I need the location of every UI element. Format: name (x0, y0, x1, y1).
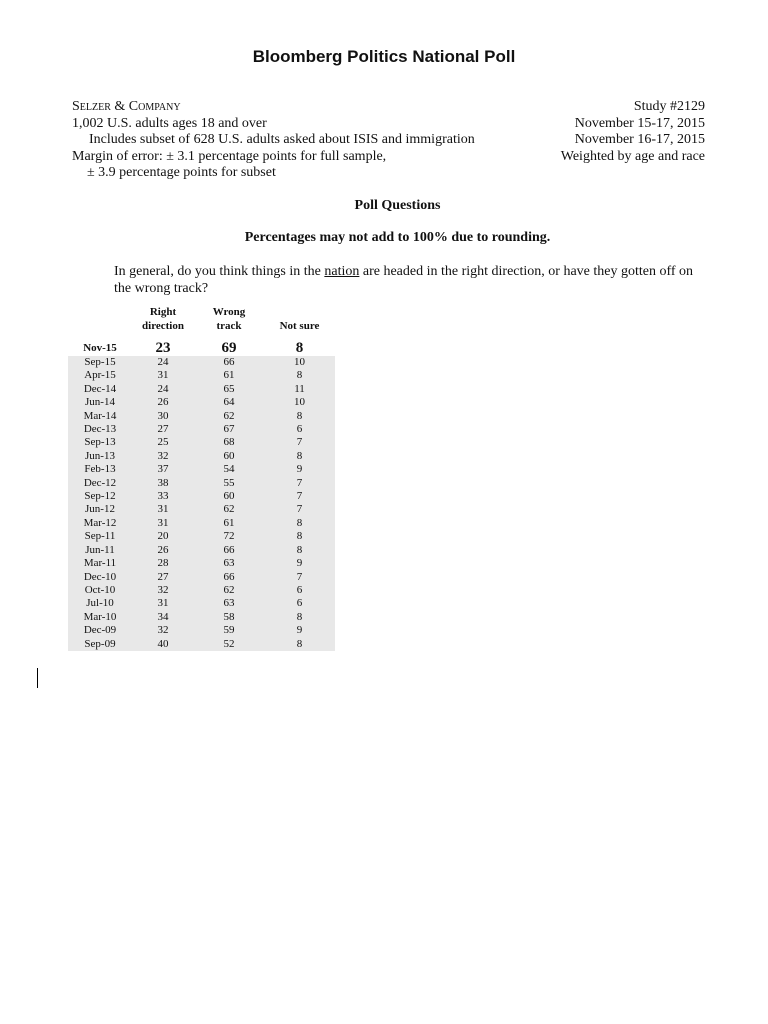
row-date: Mar-11 (83, 557, 117, 570)
wrong-track-value: 62 (223, 503, 235, 516)
column-header-right-direction (132, 305, 194, 333)
not-sure-value: 8 (296, 530, 303, 543)
table-row (68, 503, 335, 516)
table-row (68, 341, 335, 356)
wrong-track-value: 69 (221, 340, 237, 356)
not-sure-value: 8 (296, 369, 303, 382)
right-direction-value: 27 (157, 570, 169, 583)
not-sure-value: 6 (296, 597, 303, 610)
not-sure-value: 11 (294, 382, 305, 395)
row-date: Sep-12 (84, 490, 116, 503)
row-date: Sep-11 (84, 530, 116, 543)
wrong-track-value: 59 (223, 624, 235, 637)
not-sure-value: 9 (296, 463, 303, 476)
row-date: Jun-11 (85, 543, 115, 556)
wrong-track-value: 62 (223, 409, 235, 422)
section-title: Poll Questions (354, 198, 441, 213)
header-left (72, 99, 475, 182)
wrong-track-value: 54 (223, 463, 235, 476)
table-row (68, 490, 335, 503)
table-row (68, 530, 335, 543)
table-row (68, 450, 335, 463)
not-sure-value: 7 (296, 476, 303, 489)
table-row (68, 571, 335, 584)
not-sure-value: 10 (294, 396, 305, 409)
row-date: Oct-10 (84, 583, 116, 596)
table-row (68, 423, 335, 436)
subset-description: Includes subset of 628 U.S. adults asked about ISIS and immigration (89, 132, 475, 147)
row-date: Mar-10 (83, 610, 117, 623)
wrong-track-value: 66 (223, 356, 235, 368)
right-direction-value: 37 (157, 463, 169, 476)
poll-title: Bloomberg Politics National Poll (252, 47, 516, 66)
not-sure-value: 8 (296, 516, 303, 529)
not-sure-value: 7 (296, 503, 303, 516)
text-cursor (37, 668, 38, 688)
pollster-name: Selzer & Company (72, 99, 181, 114)
table-row (68, 638, 335, 651)
not-sure-value: 7 (296, 490, 303, 503)
table-row (68, 410, 335, 423)
table-row (68, 624, 335, 637)
wrong-track-value: 66 (223, 543, 235, 556)
wrong-track-value: 61 (223, 516, 235, 529)
poll-table (68, 341, 335, 651)
wrong-track-value: 60 (223, 449, 235, 462)
row-date: Sep-09 (84, 637, 116, 650)
not-sure-value: 8 (296, 449, 303, 462)
wrong-track-value: 66 (223, 570, 235, 583)
right-direction-value: 34 (157, 610, 169, 623)
row-date: Dec-12 (83, 476, 117, 489)
table-row (68, 356, 335, 369)
column-header-line: track (216, 320, 242, 332)
wrong-track-value: 61 (223, 369, 235, 382)
question-underlined-word: nation (324, 264, 360, 279)
row-date: Mar-12 (83, 516, 117, 529)
row-date: Nov-15 (83, 342, 117, 354)
not-sure-value: 8 (295, 340, 304, 356)
row-date: Sep-13 (84, 436, 116, 449)
right-direction-value: 30 (157, 409, 169, 422)
row-date: Dec-14 (83, 382, 117, 395)
wrong-track-value: 65 (223, 382, 235, 395)
question-text-before: In general, do you think things in the (114, 264, 325, 279)
table-row (68, 463, 335, 476)
right-direction-value: 40 (157, 637, 169, 650)
field-dates-subset: November 16-17, 2015 (574, 132, 705, 147)
study-number: Study #2129 (633, 99, 705, 114)
right-direction-value: 31 (157, 503, 169, 516)
row-date: Dec-10 (83, 570, 117, 583)
row-date: Dec-09 (83, 624, 117, 637)
table-row (68, 436, 335, 449)
row-date: Dec-13 (83, 423, 117, 436)
not-sure-value: 6 (296, 583, 303, 596)
wrong-track-value: 58 (223, 610, 235, 623)
table-row (68, 584, 335, 597)
not-sure-value: 8 (296, 610, 303, 623)
table-row (68, 369, 335, 382)
row-date: Mar-14 (83, 409, 117, 422)
not-sure-value: 9 (296, 624, 303, 637)
not-sure-value: 8 (296, 543, 303, 556)
wrong-track-value: 63 (223, 597, 235, 610)
wrong-track-value: 63 (223, 557, 235, 570)
right-direction-value: 24 (157, 356, 169, 368)
not-sure-value: 8 (296, 409, 303, 422)
right-direction-value: 31 (157, 597, 169, 610)
not-sure-value: 7 (296, 570, 303, 583)
right-direction-value: 32 (157, 583, 169, 596)
not-sure-value: 8 (296, 637, 303, 650)
not-sure-value: 10 (294, 356, 305, 368)
sample-description: 1,002 U.S. adults ages 18 and over (72, 115, 267, 131)
column-header-line: direction (142, 320, 184, 332)
table-row (68, 517, 335, 530)
not-sure-value: 9 (296, 557, 303, 570)
header-right (561, 99, 705, 165)
table-row (68, 597, 335, 610)
right-direction-value: 31 (157, 369, 169, 382)
right-direction-value: 26 (157, 396, 169, 409)
table-row (68, 544, 335, 557)
question-text-after: are headed in the right direction, or have they gotten off on the wrong track? (114, 264, 694, 296)
wrong-track-value: 55 (223, 476, 235, 489)
row-date: Jul-10 (86, 597, 114, 610)
right-direction-value: 24 (157, 382, 169, 395)
right-direction-value: 27 (157, 423, 169, 436)
row-date: Feb-13 (84, 463, 116, 476)
row-date: Jun-13 (85, 449, 115, 462)
margin-of-error-full: Margin of error: ± 3.1 percentage points for full sample, (72, 148, 387, 164)
column-header-line: Right (149, 306, 177, 318)
right-direction-value: 25 (157, 436, 169, 449)
table-row (68, 396, 335, 409)
right-direction-value: 33 (157, 490, 169, 503)
wrong-track-value: 60 (223, 490, 235, 503)
column-header-not-sure: Not sure (279, 320, 320, 332)
table-row (68, 557, 335, 570)
right-direction-value: 26 (157, 543, 169, 556)
right-direction-value: 28 (157, 557, 169, 570)
column-header-line: Wrong (212, 306, 246, 318)
wrong-track-value: 52 (223, 637, 235, 650)
right-direction-value: 20 (157, 530, 169, 543)
row-date: Apr-15 (84, 369, 116, 382)
question-text (114, 263, 704, 297)
weighting-note: Weighted by age and race (560, 148, 705, 164)
not-sure-value: 6 (296, 423, 303, 436)
rounding-note: Percentages may not add to 100% due to rounding. (244, 230, 551, 245)
right-direction-value: 23 (155, 340, 171, 356)
right-direction-value: 38 (157, 476, 169, 489)
right-direction-value: 32 (157, 449, 169, 462)
column-header-wrong-track (194, 305, 264, 333)
wrong-track-value: 62 (223, 583, 235, 596)
margin-of-error-subset: ± 3.9 percentage points for subset (87, 165, 276, 180)
wrong-track-value: 68 (223, 436, 235, 449)
wrong-track-value: 64 (223, 396, 235, 409)
table-row (68, 611, 335, 624)
field-dates-full: November 15-17, 2015 (574, 115, 705, 131)
not-sure-value: 7 (296, 436, 303, 449)
row-date: Jun-12 (85, 503, 115, 516)
row-date: Sep-15 (84, 356, 116, 368)
wrong-track-value: 72 (223, 530, 235, 543)
table-row (68, 477, 335, 490)
table-row (68, 383, 335, 396)
wrong-track-value: 67 (223, 423, 235, 436)
row-date: Jun-14 (85, 396, 115, 409)
right-direction-value: 31 (157, 516, 169, 529)
right-direction-value: 32 (157, 624, 169, 637)
